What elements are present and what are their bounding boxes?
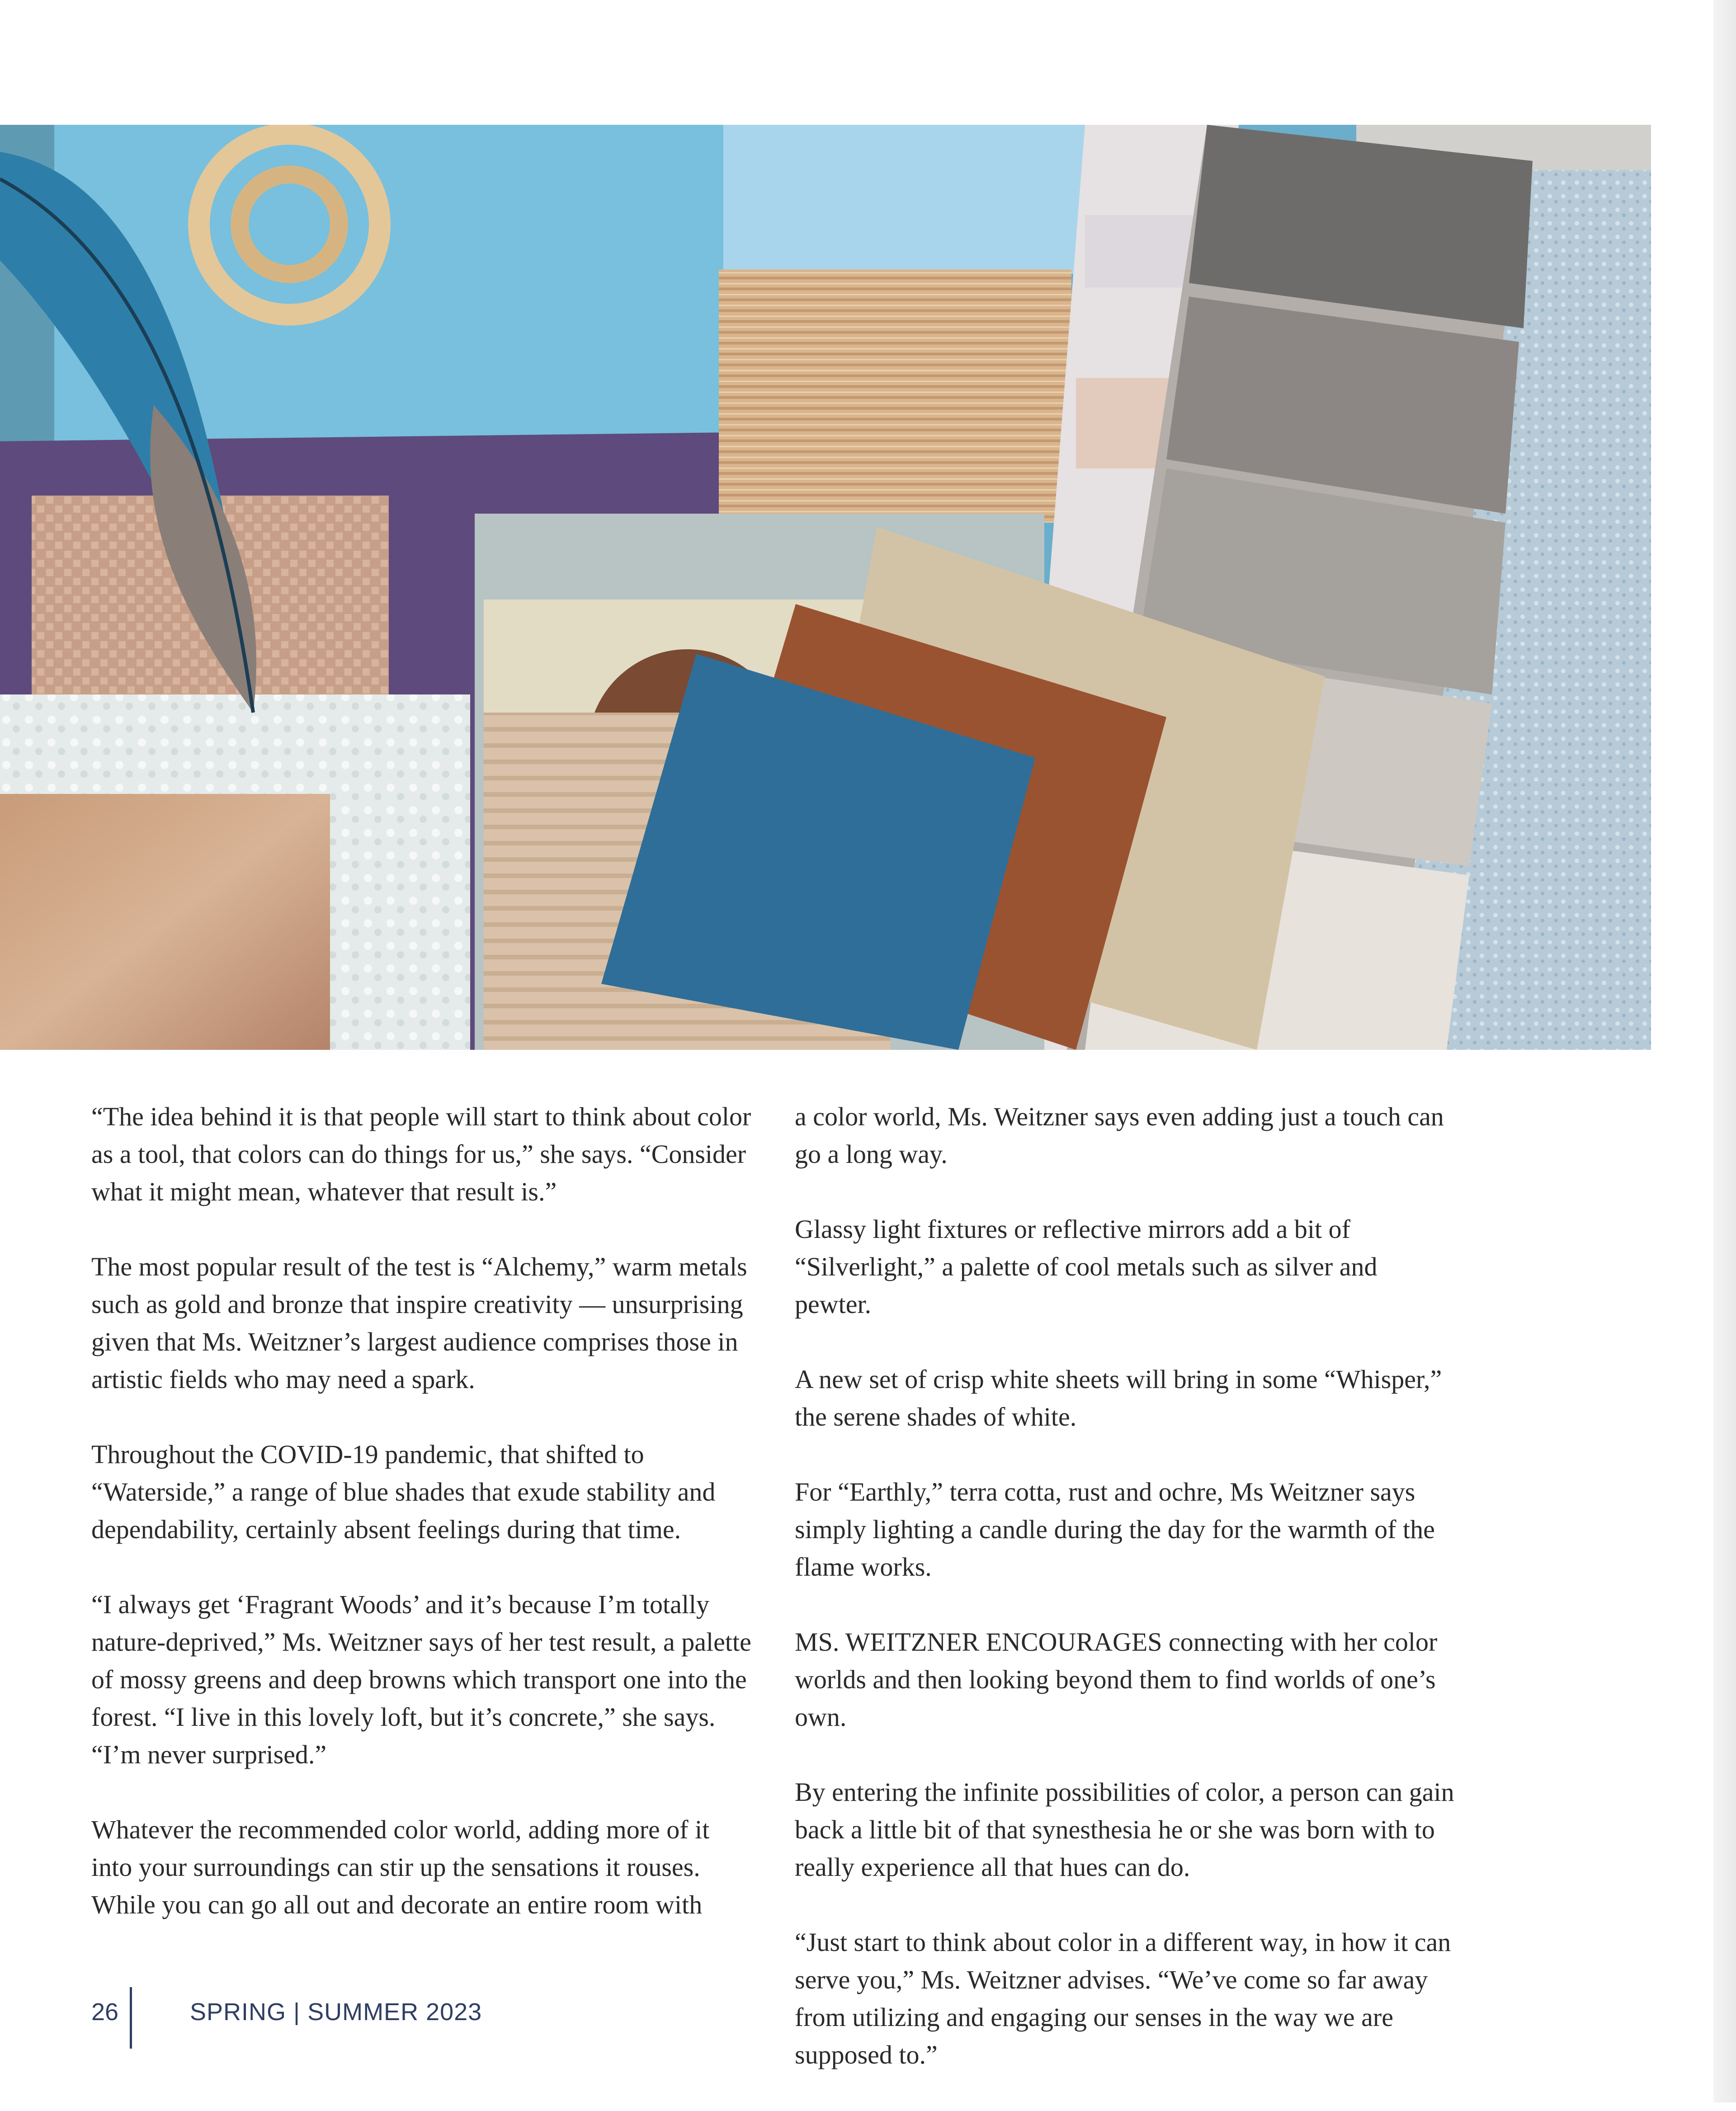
paragraph: “Just start to think about color in a different way, in how it can serve you,” Ms. Weitzner advises. “We’ve come so far away from utilizing and engaging our senses in the way we are supposed to.” bbox=[795, 1927, 1451, 2069]
paragraph: a color world, Ms. Weitzner says even adding just a touch can go a long way. bbox=[795, 1102, 1444, 1169]
paragraph: Whatever the recommended color world, adding more of it into your surroundings can stir up the sensations it rouses. While you can go all out and decorate an entire room with bbox=[91, 1815, 710, 1919]
material-swatch-photo bbox=[0, 125, 1651, 1050]
page-edge-strip bbox=[1713, 0, 1736, 2102]
paragraph: Glassy light fixtures or reflective mirrors add a bit of “Silverlight,” a palette of cool metals such as silver and pewter. bbox=[795, 1214, 1377, 1319]
paragraph: A new set of crisp white sheets will bring in some “Whisper,” the serene shades of white. bbox=[795, 1365, 1442, 1431]
paragraph: Throughout the COVID-19 pandemic, that shifted to “Waterside,” a range of blue shades that exude stability and dependability, certainly absent feelings during that time. bbox=[91, 1440, 716, 1544]
paragraph: “The idea behind it is that people will start to think about color as a tool, that colors can do things for us,” she says. “Consider what it might mean, whatever that result is.” bbox=[91, 1102, 751, 1206]
article-left-column bbox=[91, 1098, 756, 1961]
article-right-column bbox=[795, 1098, 1459, 2111]
paragraph: The most popular result of the test is “Alchemy,” warm metals such as gold and bronze that inspire creativity — unsurprising given that Ms. Weitzner’s largest audience comprises those in artistic fields who may need a spark. bbox=[91, 1252, 747, 1394]
paragraph: “I always get ‘Fragrant Woods’ and it’s because I’m totally nature-deprived,” Ms. Weitzner says of her test result, a palette of mossy greens and deep browns which transport one into the forest. “I live in this lovely loft, but it’s concrete,” she says. “I’m never surprised.” bbox=[91, 1590, 751, 1769]
footer-divider bbox=[130, 1987, 132, 2049]
paragraph: For “Earthly,” terra cotta, rust and ochre, Ms Weitzner says simply lighting a candle during the day for the warmth of the flame works. bbox=[795, 1477, 1435, 1582]
paragraph: By entering the infinite possibilities of color, a person can gain back a little bit of that synesthesia he or she was born with to really experience all that hues can do. bbox=[795, 1777, 1454, 1882]
paragraph: MS. WEITZNER ENCOURAGES connecting with her color worlds and then looking beyond them to find worlds of one’s own. bbox=[795, 1627, 1438, 1732]
page-number: 26 bbox=[91, 1998, 119, 2026]
issue-label: SPRING | SUMMER 2023 bbox=[190, 1998, 482, 2026]
